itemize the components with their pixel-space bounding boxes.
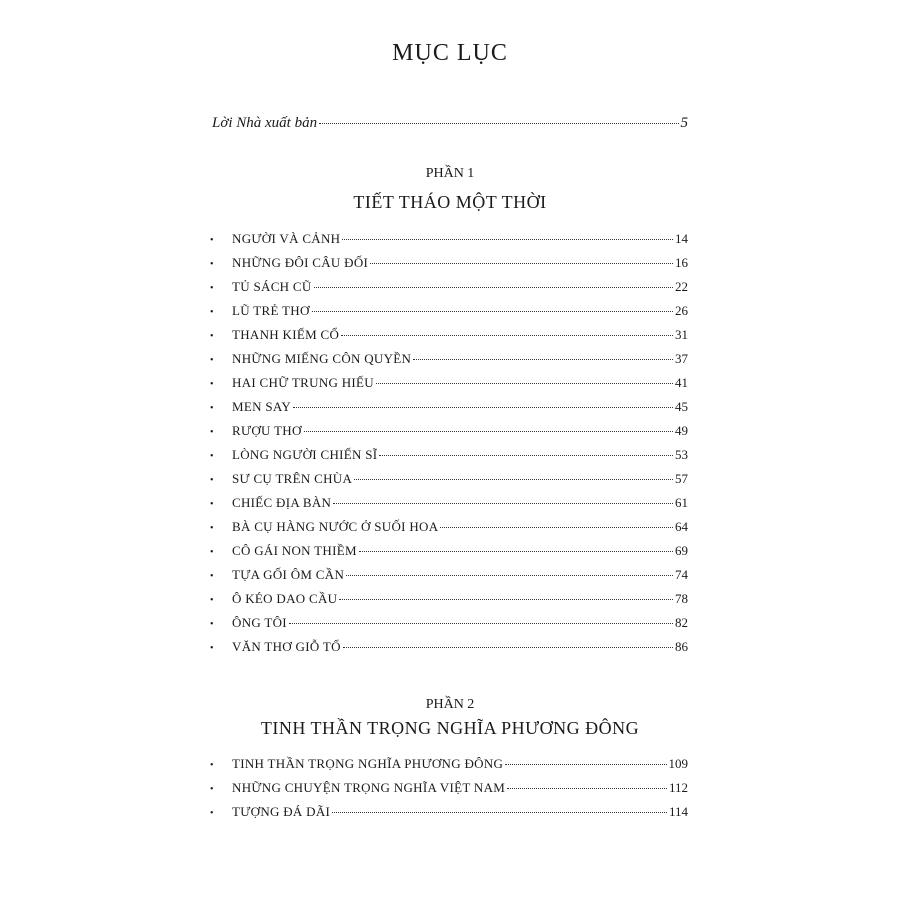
toc-item-label: HAI CHỮ TRUNG HIẾU <box>232 375 374 390</box>
toc-page-number: 69 <box>675 543 688 558</box>
toc-page-number: 112 <box>668 780 688 795</box>
toc-item-label: NGƯỜI VÀ CẢNH <box>232 231 341 246</box>
bullet-icon: • <box>210 235 214 246</box>
dot-leader <box>312 310 673 312</box>
bullet-icon: • <box>210 355 214 366</box>
toc-item-label: NHỮNG ĐÔI CÂU ĐỐI <box>232 255 369 270</box>
toc-page-number: 78 <box>675 591 688 606</box>
bullet-icon: • <box>210 403 214 414</box>
toc-item[interactable] <box>210 279 688 297</box>
dot-leader <box>314 286 673 288</box>
bullet-icon: • <box>210 475 214 486</box>
toc-item[interactable] <box>210 495 688 513</box>
bullet-icon: • <box>210 499 214 510</box>
dot-leader <box>343 646 673 648</box>
bullet-icon: • <box>210 571 214 582</box>
toc-page-number: 49 <box>675 423 688 438</box>
toc-page-number: 61 <box>675 495 688 510</box>
toc-item-label: TỰA GỐI ÔM CẦN <box>232 567 345 582</box>
toc-item[interactable] <box>210 615 688 633</box>
dot-leader <box>507 787 667 789</box>
toc-page-number: 53 <box>675 447 688 462</box>
toc-page-number: 16 <box>675 255 688 270</box>
bullet-icon: • <box>210 619 214 630</box>
bullet-icon: • <box>210 523 214 534</box>
dot-leader <box>413 358 673 360</box>
toc-item[interactable] <box>210 471 688 489</box>
toc-item[interactable] <box>210 303 688 321</box>
bullet-icon: • <box>210 283 214 294</box>
dot-leader <box>379 454 673 456</box>
toc-item[interactable] <box>210 519 688 537</box>
toc-page-number: 64 <box>675 519 688 534</box>
toc-item[interactable] <box>210 639 688 657</box>
bullet-icon: • <box>210 307 214 318</box>
toc-item-label: BÀ CỤ HÀNG NƯỚC Ở SUỐI HOA <box>232 519 439 534</box>
toc-item[interactable] <box>210 447 688 465</box>
page-title: MỤC LỤC <box>392 40 508 66</box>
toc-item-label: Ô KÉO DAO CẦU <box>232 591 338 606</box>
toc-page-number: 74 <box>675 567 688 582</box>
dot-leader <box>289 622 673 624</box>
toc-page-number: 22 <box>675 279 688 294</box>
dot-leader <box>505 763 666 765</box>
toc-item[interactable] <box>210 567 688 585</box>
toc-item[interactable] <box>210 351 688 369</box>
toc-page-number: 114 <box>668 804 688 819</box>
part-2-label: PHẦN 2 <box>425 697 475 712</box>
bullet-icon: • <box>210 760 214 771</box>
toc-item-label: CHIẾC ĐỊA BÀN <box>232 495 332 510</box>
toc-page-number: 5 <box>680 115 688 131</box>
bullet-icon: • <box>210 784 214 795</box>
toc-item-label: NHỮNG CHUYỆN TRỌNG NGHĨA VIỆT NAM <box>232 780 506 795</box>
toc-page-number: 31 <box>675 327 688 342</box>
toc-item[interactable] <box>210 780 688 798</box>
dot-leader <box>304 430 673 432</box>
dot-leader <box>342 238 673 240</box>
toc-item-label: TINH THẦN TRỌNG NGHĨA PHƯƠNG ĐÔNG <box>232 756 504 771</box>
dot-leader <box>319 122 678 124</box>
toc-page-number: 109 <box>668 756 688 771</box>
dot-leader <box>370 262 673 264</box>
toc-item[interactable] <box>210 423 688 441</box>
toc-entry-label: Lời Nhà xuất bản <box>212 115 318 131</box>
toc-item-label: THANH KIẾM CỔ <box>232 327 340 342</box>
toc-item-label: ÔNG TÔI <box>232 615 287 630</box>
dot-leader <box>376 382 673 384</box>
toc-item-label: MEN SAY <box>232 399 292 414</box>
toc-entry-preface[interactable] <box>212 114 688 132</box>
part-2-title: TINH THẦN TRỌNG NGHĨA PHƯƠNG ĐÔNG <box>260 718 640 738</box>
toc-item-label: TƯỢNG ĐÁ DÃI <box>232 804 331 819</box>
toc-page-number: 86 <box>675 639 688 654</box>
dot-leader <box>332 811 667 813</box>
toc-item-label: RƯỢU THƠ <box>232 423 302 438</box>
toc-item[interactable] <box>210 255 688 273</box>
bullet-icon: • <box>210 451 214 462</box>
toc-item[interactable] <box>210 591 688 609</box>
toc-page-number: 14 <box>675 231 688 246</box>
toc-item-label: LŨ TRẺ THƠ <box>232 303 310 318</box>
bullet-icon: • <box>210 547 214 558</box>
bullet-icon: • <box>210 259 214 270</box>
dot-leader <box>354 478 673 480</box>
toc-item-label: CÔ GÁI NON THIỀM <box>232 543 357 558</box>
toc-item-label: LÒNG NGƯỜI CHIẾN SĨ <box>232 447 378 462</box>
part-1-title: TIẾT THÁO MỘT THỜI <box>353 192 547 212</box>
dot-leader <box>293 406 673 408</box>
bullet-icon: • <box>210 379 214 390</box>
toc-item[interactable] <box>210 327 688 345</box>
dot-leader <box>346 574 673 576</box>
toc-item-label: VĂN THƠ GIỖ TỔ <box>232 639 341 654</box>
bullet-icon: • <box>210 643 214 654</box>
bullet-icon: • <box>210 427 214 438</box>
toc-page-number: 82 <box>675 615 688 630</box>
dot-leader <box>339 598 673 600</box>
toc-item[interactable] <box>210 231 688 249</box>
dot-leader <box>359 550 673 552</box>
toc-item[interactable] <box>210 756 688 774</box>
dot-leader <box>440 526 673 528</box>
dot-leader <box>341 334 673 336</box>
toc-page-number: 26 <box>675 303 688 318</box>
toc-item[interactable] <box>210 375 688 393</box>
toc-item[interactable] <box>210 543 688 561</box>
toc-item-label: NHỮNG MIẾNG CÔN QUYỀN <box>232 351 412 366</box>
toc-item-label: TỦ SÁCH CŨ <box>232 279 312 294</box>
toc-page-number: 37 <box>675 351 688 366</box>
part-1-label: PHẦN 1 <box>425 166 475 181</box>
toc-page-number: 57 <box>675 471 688 486</box>
bullet-icon: • <box>210 595 214 606</box>
toc-item[interactable] <box>210 399 688 417</box>
bullet-icon: • <box>210 331 214 342</box>
bullet-icon: • <box>210 808 214 819</box>
dot-leader <box>333 502 673 504</box>
toc-item-label: SƯ CỤ TRÊN CHÙA <box>232 471 353 486</box>
toc-page-number: 41 <box>675 375 688 390</box>
toc-item[interactable] <box>210 804 688 822</box>
toc-page-number: 45 <box>675 399 688 414</box>
